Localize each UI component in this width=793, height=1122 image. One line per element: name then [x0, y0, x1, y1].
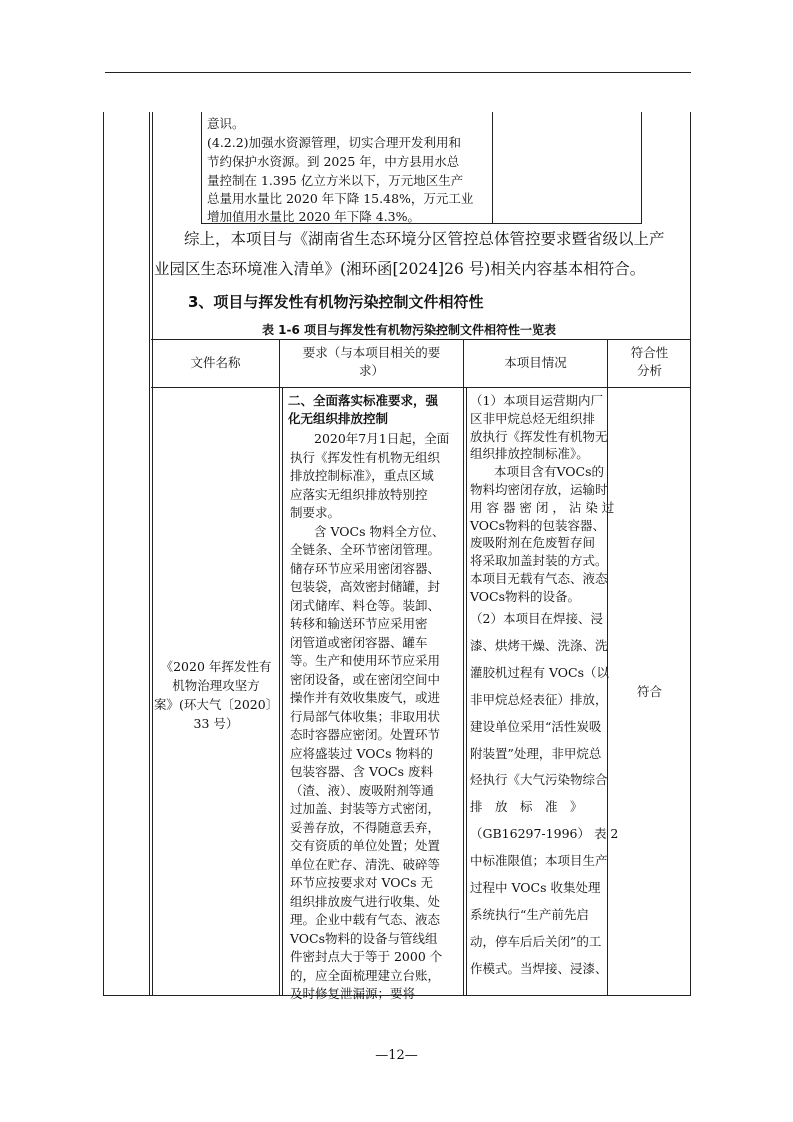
header-bottom-border [151, 387, 691, 388]
top-cell-line: 增加值用水量比 2020 年下降 4.3%。 [207, 209, 420, 224]
cell-line: 应落实无组织排放特别控 [290, 486, 428, 502]
header-file-name: 文件名称 [190, 355, 241, 370]
top-cell-line: 节约保护水资源。到 2025 年，中方县用水总 [207, 154, 460, 169]
cell-line: 动，停车后后关闭”的工 [470, 933, 602, 949]
header-compliance-line-2: 分析 [636, 363, 662, 378]
cell-line: （1）本项目运营期内厂 [470, 393, 603, 408]
cell-line: 非甲烷总烃表征）排放， [470, 691, 608, 707]
cell-line: 组织排放控制标准》。 [470, 446, 589, 462]
cell-line: 烃执行《大气污染物综合 [470, 772, 608, 788]
outer-col-divider-inner [152, 112, 153, 995]
cell-line: VOCs物料的设备。 [470, 588, 581, 604]
table-col-divider-1b [282, 387, 283, 996]
cell-line: 作模式。当焊接、浸漆、 [470, 960, 608, 976]
compliance-value: 符合 [636, 684, 662, 699]
top-cell-line: 量控制在 1.395 亿立方米以下，万元地区生产 [207, 173, 464, 188]
header-situation: 本项目情况 [504, 355, 567, 370]
cell-line: （渣、液）、废吸附剂等通 [290, 782, 434, 798]
cell-line: 件密封点大于等于 2000 个 [290, 949, 443, 964]
cell-line: 闭式储库、料仓等。装卸、 [290, 597, 441, 613]
cell-line: 包装袋，高效密封储罐，封 [290, 579, 441, 594]
cell-line: 灌胶机过程有 VOCs（以 [470, 664, 610, 680]
top-col-divider-3 [641, 112, 642, 224]
cell-line: 行局部气体收集；非取用状 [290, 708, 441, 724]
table-col-divider-1 [279, 339, 280, 996]
outer-col-divider [149, 112, 150, 995]
cell-line: 密闭设备，或在密闭空间中 [290, 671, 441, 687]
cell-line: 废吸附剂在危废暂存间 [470, 535, 596, 551]
cell-line: 储存环节应采用密闭容器、 [290, 560, 441, 576]
file-name-line: 33 号） [193, 716, 239, 731]
cell-line: 执行《挥发性有机物无组织 [290, 449, 441, 465]
top-cell-line: (4.2.2)加强水资源管理，切实合理开发利用和 [207, 135, 462, 150]
header-compliance-line-1: 符合性 [630, 345, 669, 360]
cell-line: 态时容器应密闭。处置环节 [290, 727, 441, 742]
cell-line: 过程中 VOCs 收集处理 [470, 880, 601, 895]
cell-line: 物料均密闭存放，运输时 [470, 482, 608, 497]
cell-line: 包装容器、含 VOCs 废料 [290, 764, 433, 779]
cell-line: 应将盛装过 VOCs 物料的 [290, 745, 433, 761]
top-col-divider-2 [492, 112, 493, 224]
cell-line: 2020年7月1日起，全面 [314, 431, 450, 446]
header-requirement-line-1: 要求（与本项目相关的要 [302, 345, 441, 360]
header-compliance [608, 344, 691, 380]
cell-line: 制要求。 [290, 505, 341, 520]
top-cell-line: 意识。 [207, 116, 245, 131]
summary-line-2: 业园区生态环境准入清单》(湘环函[2024]26 号)相关内容基本相符合。 [154, 260, 646, 278]
cell-line: 闭管道或密闭容器、罐车 [290, 634, 428, 650]
table-col-divider-2b [466, 387, 467, 996]
cell-line: 妥善存放，不得随意丢弃， [290, 819, 441, 835]
section-heading: 3、项目与挥发性有机物污染控制文件相符性 [188, 293, 484, 311]
cell-line: 本项目无载有气态、液态 [470, 571, 608, 586]
requirement-bold-line: 二、全面落实标准要求，强 [288, 393, 439, 408]
cell-line: 放执行《挥发性有机物无 [470, 428, 608, 444]
top-col-divider-1 [201, 112, 202, 224]
cell-line: 单位在贮存、清洗、破碎等 [290, 856, 441, 872]
cell-line: 及时修复泄漏源；要将 [290, 986, 416, 1001]
cell-line: 区非甲烷总烃无组织排 [470, 410, 596, 426]
cell-line: 建设单位采用“活性炭吸 [470, 718, 602, 734]
cell-line: （2）本项目在焊接、浸 [470, 611, 603, 626]
file-name-line: 《2020 年挥发性有 [160, 659, 272, 674]
cell-line: 含 VOCs 物料全方位、 [314, 523, 445, 539]
table-col-divider-2 [463, 339, 464, 996]
file-name-cell [154, 657, 278, 733]
cell-line: 系统执行“生产前先启 [470, 906, 589, 922]
cell-line: （GB16297-1996） 表 2 [470, 826, 619, 842]
cell-line: 过加盖、封装等方式密闭， [290, 801, 441, 816]
cell-line: 转移和输送环节应采用密 [290, 616, 428, 631]
cell-line: 本项目含有VOCs的 [494, 464, 605, 480]
cell-line: 将采取加盖封装的方式。 [470, 553, 608, 569]
cell-line: 组织排放废气进行收集、处 [290, 893, 441, 909]
cell-line: 全链条、全环节密闭管理。 [290, 542, 441, 557]
cell-line: 漆、烘烤干燥、洗涤、洗 [470, 637, 608, 653]
cell-line: 的，应全面梳理建立台账， [290, 967, 441, 983]
cell-line: 附装置”处理，非甲烷总 [470, 745, 602, 761]
cell-line: 环节应按要求对 VOCs 无 [290, 875, 433, 890]
top-cell-line: 总量用水量比 2020 年下降 15.48%，万元工业 [207, 191, 474, 206]
header-requirement-line-2: 求） [358, 363, 384, 378]
header-requirement [280, 344, 463, 380]
cell-line: 排 放 标 准 》 [470, 799, 583, 815]
cell-line: 理。企业中载有气态、液态 [290, 912, 441, 927]
page-number: —12— [375, 1048, 418, 1063]
table-top-border [151, 339, 691, 340]
cell-line: 中标准限值；本项目生产 [470, 853, 608, 869]
cell-line: 用 容 器 密 闭 ， 沾 染 过 [470, 499, 615, 515]
cell-line: 排放控制标准》，重点区域 [290, 468, 434, 483]
summary-line-1: 综上，本项目与《湖南省生态环境分区管控总体管控要求暨省级以上产 [184, 230, 665, 248]
cell-line: VOCs物料的设备与管线组 [290, 930, 438, 946]
requirement-bold-line: 化无组织排放控制 [288, 411, 389, 426]
cell-line: 等。生产和使用环节应采用 [290, 653, 441, 668]
cell-line: 交有资质的单位处置；处置 [290, 838, 441, 853]
file-name-line: 机物治理攻坚方 [172, 678, 260, 693]
cell-line: 操作并有效收集废气，或进 [290, 690, 441, 705]
cell-line: VOCs物料的包装容器、 [470, 517, 606, 533]
header-rule [105, 72, 691, 73]
table-caption: 表 1-6 项目与挥发性有机物污染控制文件相符性一览表 [262, 323, 557, 337]
file-name-line: 案》(环大气〔2020〕 [154, 697, 279, 712]
